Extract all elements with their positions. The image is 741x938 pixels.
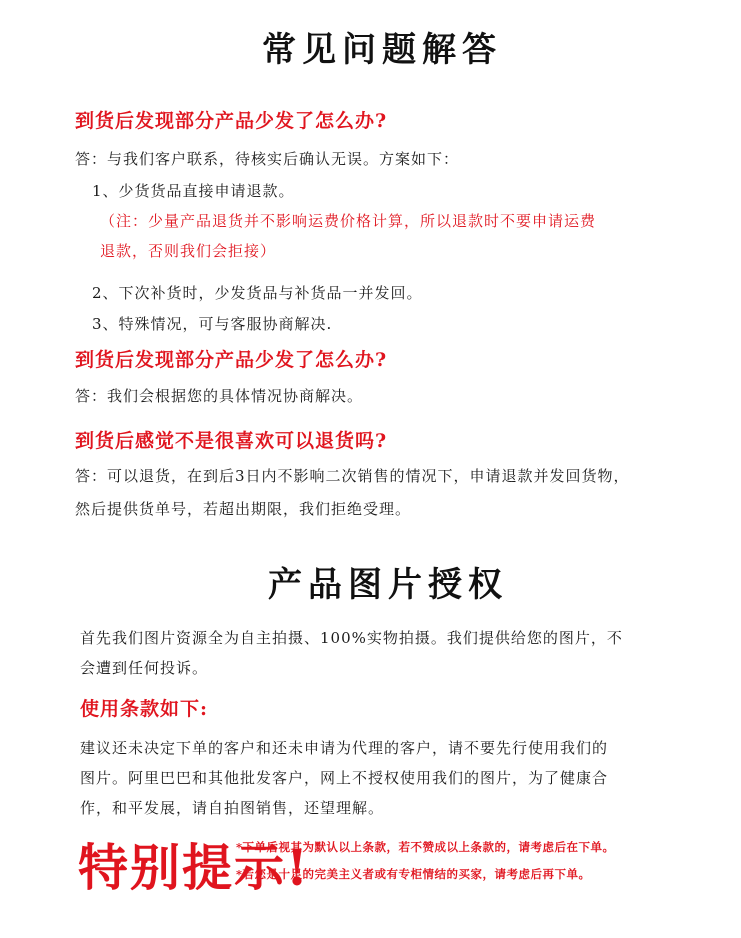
notice-line-1: *下单后视其为默认以上条款，若不赞成以上条款的，请考虑后在下单。 (236, 840, 615, 854)
auth-title: 产品图片授权 (268, 565, 508, 605)
faq-answer-1-item-2: 2、下次补货时，少发货品与补货品一并发回。 (92, 284, 423, 302)
faq-answer-2: 答：我们会根据您的具体情况协商解决。 (75, 387, 364, 405)
terms-line-1: 建议还未决定下单的客户和还未申请为代理的客户，请不要先行使用我们的 (80, 739, 609, 757)
faq-question-1: 到货后发现部分产品少发了怎么办? (75, 110, 388, 132)
faq-question-2: 到货后发现部分产品少发了怎么办? (75, 349, 388, 371)
notice-line-2: *若您是十足的完美主义者或有专柜情结的买家，请考虑后再下单。 (236, 867, 591, 881)
faq-answer-1-note-line-2: 退款，否则我们会拒接） (100, 242, 277, 260)
faq-answer-3-line-2: 然后提供货单号，若超出期限，我们拒绝受理。 (75, 500, 412, 518)
faq-answer-1-intro: 答：与我们客户联系，待核实后确认无误。方案如下： (75, 150, 460, 168)
faq-title: 常见问题解答 (262, 30, 502, 70)
terms-line-3: 作，和平发展，请自拍图销售，还望理解。 (80, 799, 385, 817)
terms-line-2: 图片。阿里巴巴和其他批发客户，网上不授权使用我们的图片，为了健康合 (80, 769, 609, 787)
faq-answer-3-line-1: 答：可以退货，在到后3日内不影响二次销售的情况下，申请退款并发回货物， (75, 467, 630, 485)
notice-label: 特别提示! (78, 838, 310, 897)
faq-answer-1-note-line-1: （注：少量产品退货并不影响运费价格计算，所以退款时不要申请运费 (100, 212, 597, 230)
auth-intro-line-2: 会遭到任何投诉。 (80, 659, 209, 677)
faq-answer-1-item-1: 1、少货货品直接申请退款。 (92, 182, 295, 200)
faq-question-3: 到货后感觉不是很喜欢可以退货吗? (75, 430, 388, 452)
faq-answer-1-item-3: 3、特殊情况，可与客服协商解决. (92, 315, 333, 333)
terms-heading: 使用条款如下: (80, 698, 209, 720)
auth-intro-line-1: 首先我们图片资源全为自主拍摄、100%实物拍摄。我们提供给您的图片，不 (80, 629, 623, 647)
